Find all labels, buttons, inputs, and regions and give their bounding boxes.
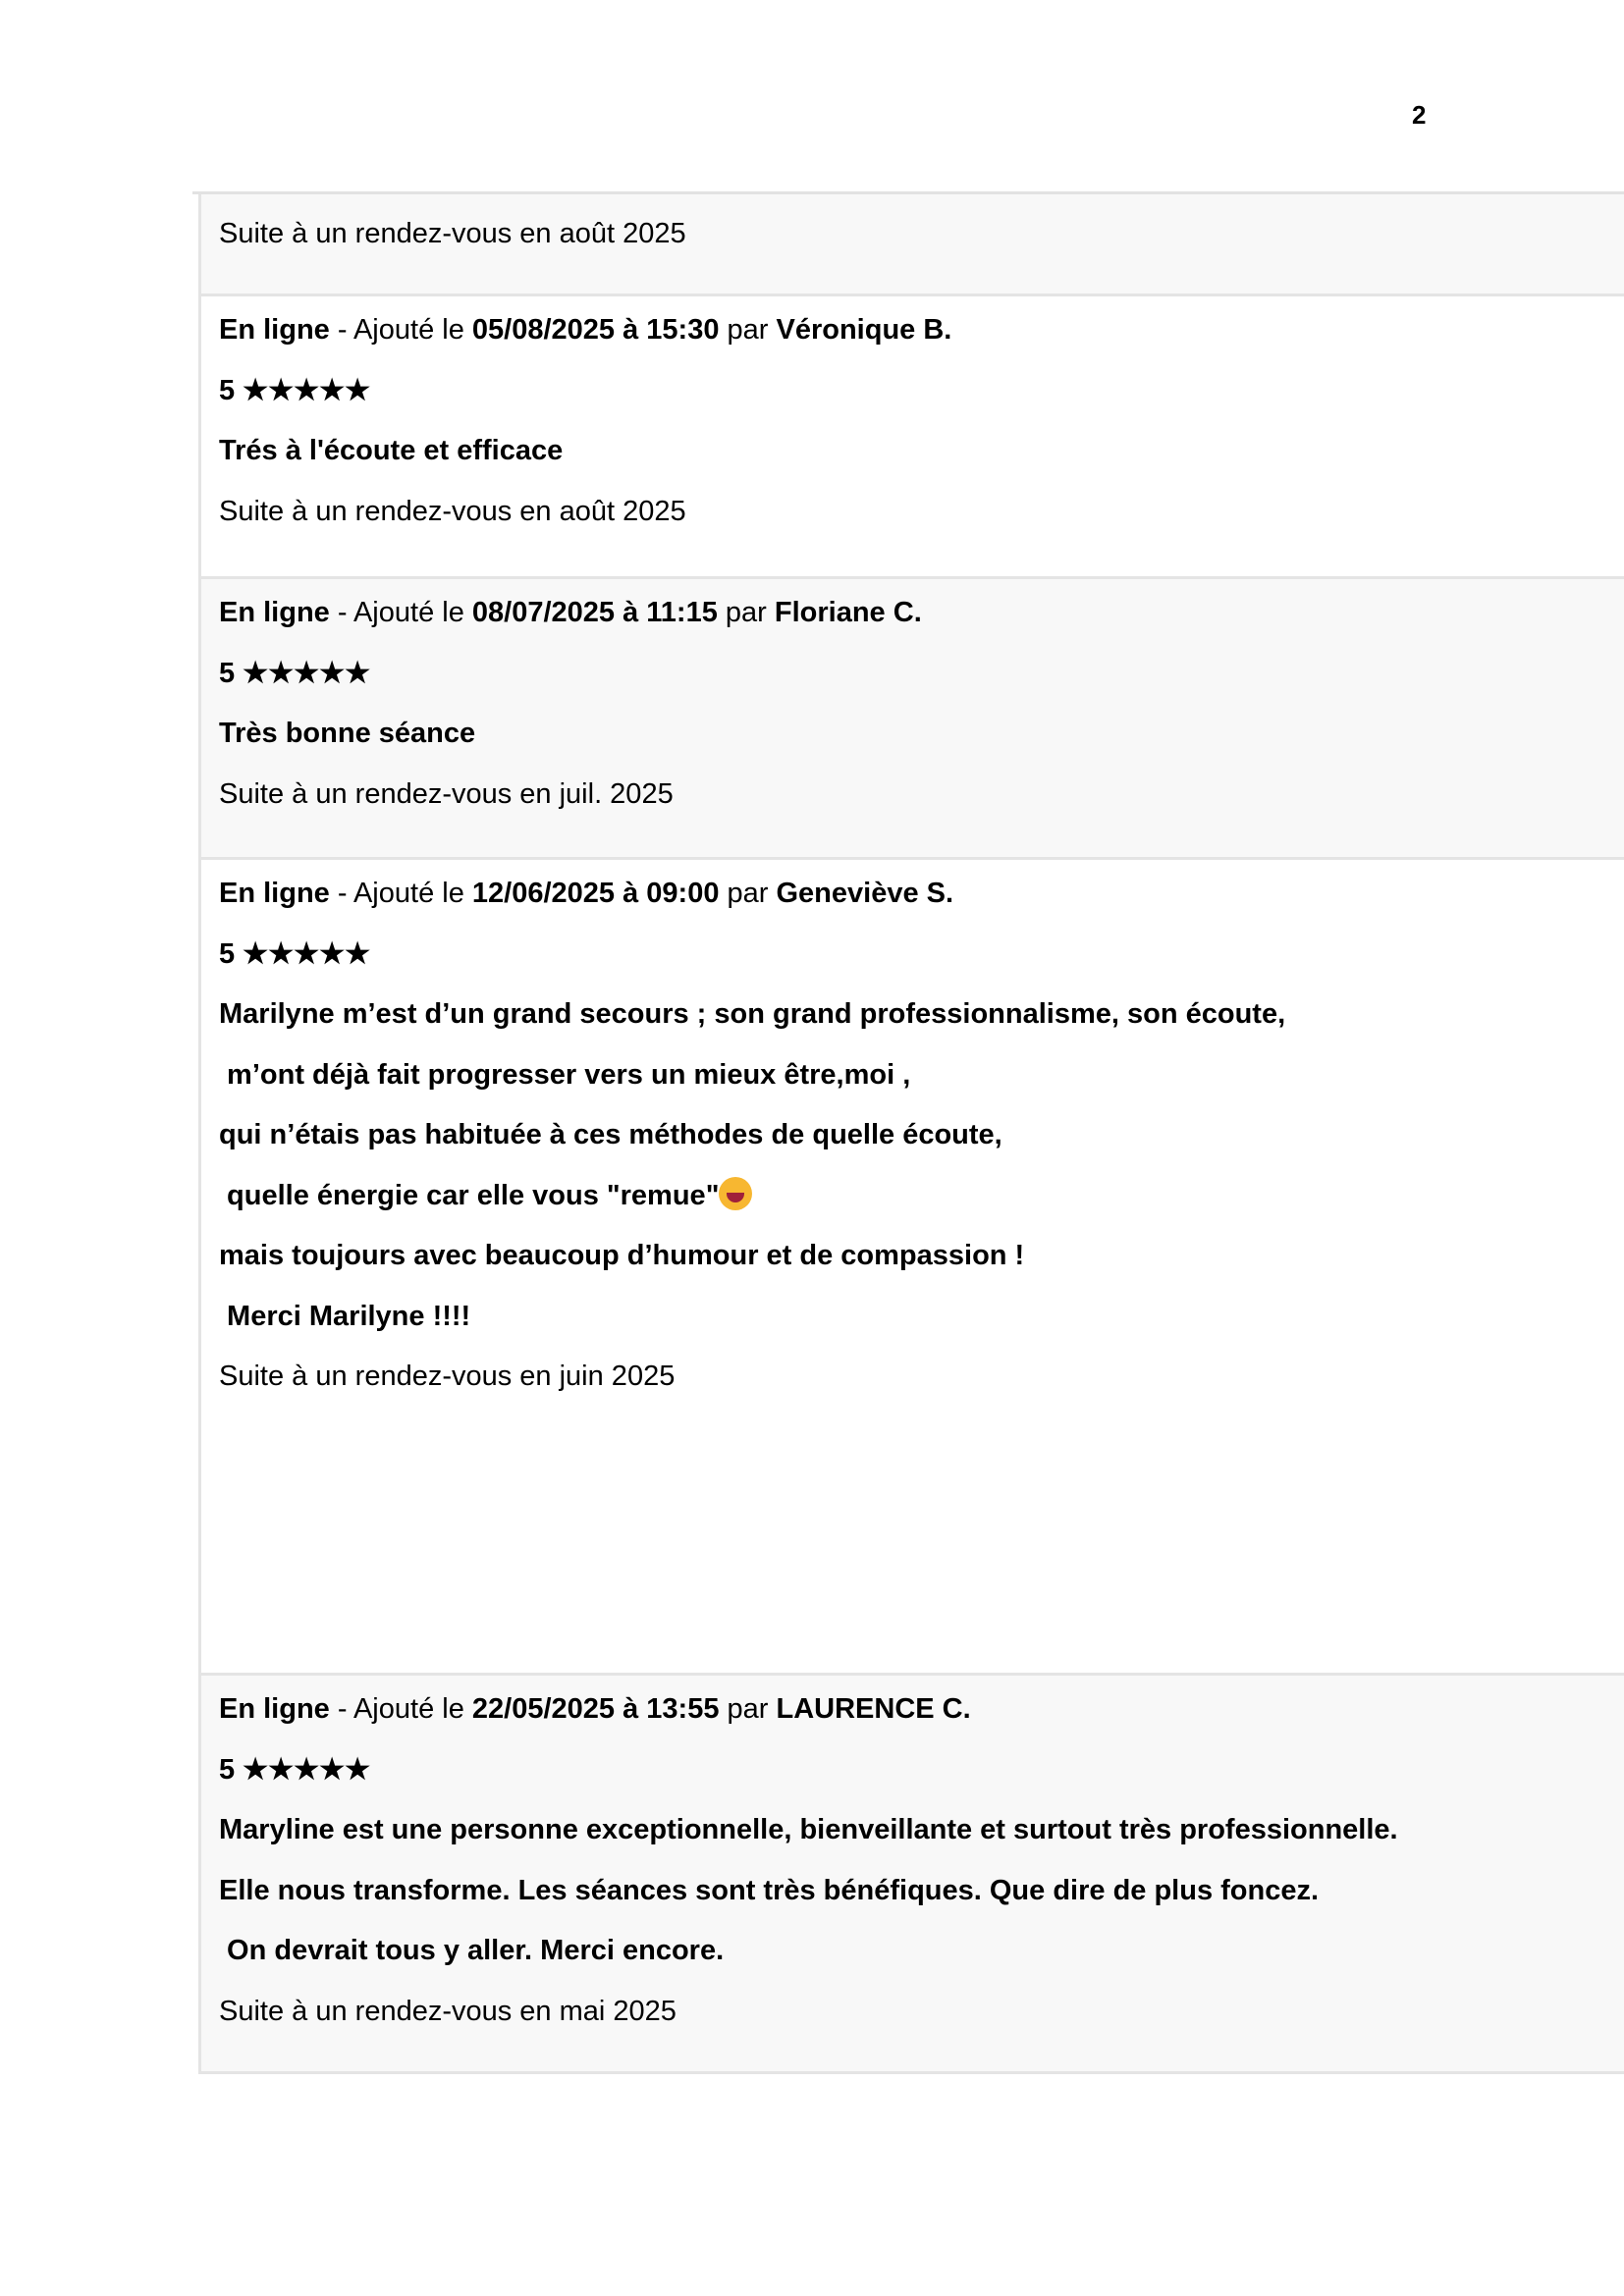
review-text-line: qui n’étais pas habituée à ces méthodes de quelle écoute, (219, 1119, 1002, 1150)
review-text: Trés à l'écoute et efficace (219, 435, 564, 466)
review-appointment-date: Suite à un rendez-vous en mai 2025 (219, 1995, 677, 2027)
review-text: Très bonne séance (219, 718, 476, 749)
review-rating: 5 ★★★★★ (219, 374, 371, 406)
review-datetime: 08/07/2025 à 11:15 (471, 597, 718, 628)
review-author: Floriane C. (774, 597, 922, 628)
review-datetime: 22/05/2025 à 13:55 (471, 1693, 720, 1725)
review-header (219, 864, 1624, 925)
review-channel: En ligne (219, 597, 330, 628)
review-card (198, 579, 1624, 860)
added-label: - Ajouté le (329, 597, 472, 628)
review-text-line: Marilyne m’est d’un grand secours ; son grand professionnalisme, son écoute, (219, 998, 1286, 1030)
review-header (219, 300, 1624, 361)
review-text-line: Maryline est une personne exceptionnelle, bienveillante et surtout très professionnelle. (219, 1814, 1398, 1845)
review-rating: 5 ★★★★★ (219, 657, 371, 689)
review-text-line: mais toujours avec beaucoup d’humour et de compassion ! (219, 1240, 1025, 1271)
review-appointment-date: Suite à un rendez-vous en juil. 2025 (219, 777, 674, 810)
laughing-emoji-icon (719, 1177, 752, 1210)
by-label: par (719, 878, 777, 909)
review-header (219, 1680, 1624, 1740)
added-label: - Ajouté le (329, 878, 472, 909)
review-text-line: Merci Marilyne !!!! (219, 1300, 471, 1332)
review-datetime: 05/08/2025 à 15:30 (471, 314, 720, 346)
review-text-line: Elle nous transforme. Les séances sont très bénéfiques. Que dire de plus foncez. (219, 1874, 1320, 1906)
review-author: Geneviève S. (776, 878, 954, 909)
by-label: par (719, 1693, 777, 1725)
review-appointment-date: Suite à un rendez-vous en août 2025 (219, 218, 686, 249)
added-label: - Ajouté le (329, 314, 472, 346)
review-rating: 5 ★★★★★ (219, 1753, 371, 1786)
review-channel: En ligne (219, 314, 330, 346)
review-card (198, 194, 1624, 296)
review-text-line: On devrait tous y aller. Merci encore. (219, 1935, 725, 1966)
page-number: 2 (1412, 100, 1427, 130)
review-author: Véronique B. (776, 314, 952, 346)
by-label: par (717, 597, 775, 628)
review-card (198, 1676, 1624, 2074)
review-channel: En ligne (219, 878, 330, 909)
review-author: LAURENCE C. (776, 1693, 971, 1725)
review-rating: 5 ★★★★★ (219, 937, 371, 970)
review-text-line (219, 1166, 1624, 1227)
review-datetime: 12/06/2025 à 09:00 (471, 878, 720, 909)
by-label: par (719, 314, 777, 346)
review-card (198, 296, 1624, 579)
review-appointment-date: Suite à un rendez-vous en juin 2025 (219, 1361, 676, 1392)
review-text-fragment: quelle énergie car elle vous "remue" (219, 1179, 720, 1211)
review-header (219, 583, 1624, 644)
review-text-line: m’ont déjà fait progresser vers un mieux être,moi , (219, 1058, 911, 1091)
review-appointment-date: Suite à un rendez-vous en août 2025 (219, 495, 686, 527)
added-label: - Ajouté le (329, 1693, 472, 1725)
review-channel: En ligne (219, 1693, 330, 1725)
review-card (198, 860, 1624, 1676)
